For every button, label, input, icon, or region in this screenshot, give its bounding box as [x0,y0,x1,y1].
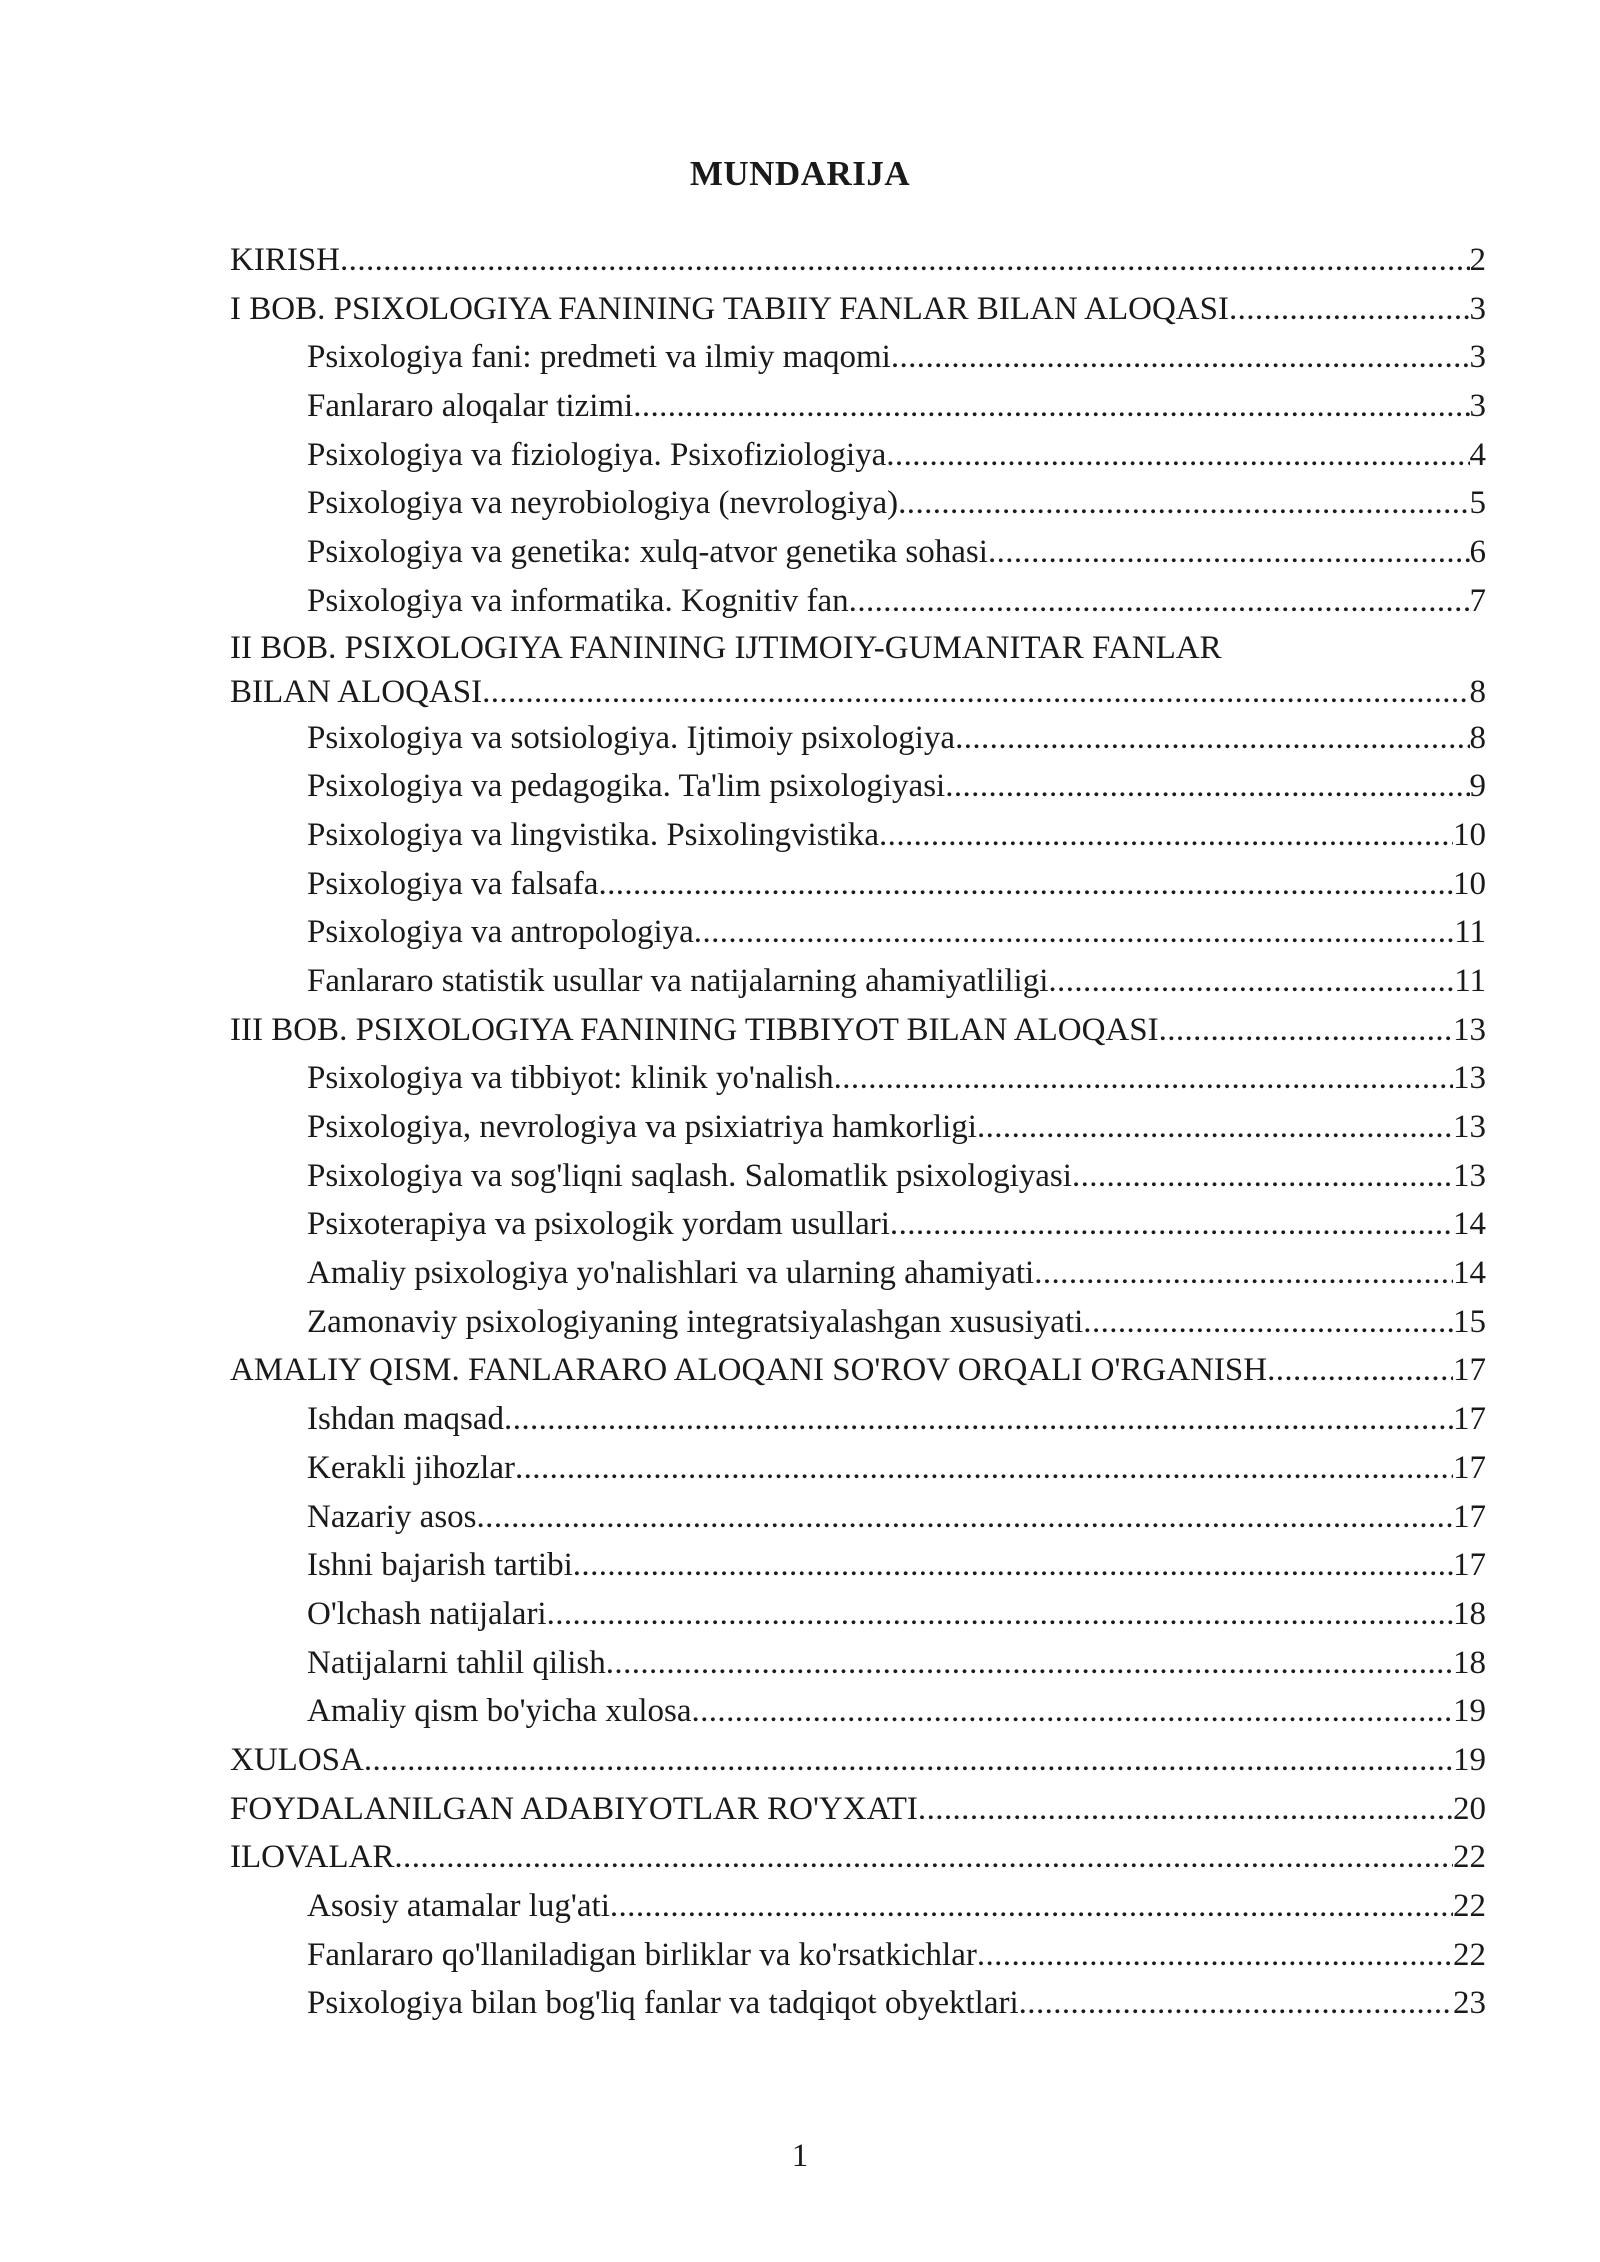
toc-entry-title: Ishni bajarish tartibi [307,1547,573,1584]
toc-subsection-entry [230,1395,1486,1444]
dot-leader [945,762,1469,811]
dot-leader [547,1590,1453,1639]
toc-subsection-entry [230,1979,1486,2028]
toc-entry-title: I BOB. PSIXOLOGIYA FANINING TABIIY FANLAR BILAN ALOQASI [230,290,1229,327]
toc-entry-title: Amaliy psixologiya yo'nalishlari va ularning ahamiyati [307,1255,1035,1292]
toc-entry-page: 13 [1453,1109,1486,1145]
dot-leader [515,1444,1453,1493]
dot-leader [977,1931,1453,1980]
toc-entry-page: 3 [1469,388,1486,425]
toc-entry-title: Asosiy atamalar lug'ati [307,1888,610,1924]
toc-entry-page: 18 [1453,1595,1486,1632]
toc-entry-page: 14 [1453,1206,1486,1243]
dot-leader [834,1054,1453,1103]
dot-leader [1159,1006,1453,1055]
toc-entry-title: Fanlararo qo'llaniladigan birliklar va ko'rsatkichlar [307,1936,977,1973]
dot-leader [1048,957,1454,1006]
toc-entry-page: 18 [1453,1644,1486,1681]
toc-subsection-entry [230,333,1486,382]
dot-leader [977,1103,1453,1152]
dot-leader [988,528,1470,577]
toc-entry-title: Psixologiya bilan bog'liq fanlar va tadqiqot obyektlari [307,1985,1019,2022]
dot-leader [1034,1249,1453,1298]
dot-leader [633,382,1469,431]
dot-leader [340,236,1469,285]
toc-subsection-entry [230,714,1486,763]
toc-entry-page: 22 [1453,1936,1486,1973]
toc-entry-page: 23 [1453,1985,1486,2022]
toc-entry-page: 10 [1453,865,1486,902]
toc-title: MUNDARIJA [689,154,911,193]
toc-subsection-entry [230,1054,1486,1103]
toc-subsection-entry [230,431,1486,480]
toc-subsection-entry [230,762,1486,811]
toc-entry-page: 3 [1469,339,1486,376]
toc-section-entry [230,1736,1486,1785]
dot-leader [955,714,1469,763]
toc-section-entry [230,626,1486,714]
toc-entry-page: 15 [1453,1303,1486,1340]
toc-entry-title: Ishdan maqsad [307,1401,505,1438]
toc-subsection-entry [230,908,1486,957]
toc-subsection-entry [230,1590,1486,1639]
toc-entry-title: XULOSA [230,1741,364,1778]
toc-subsection-entry [230,1103,1486,1152]
toc-entry-title: O'lchash natijalari [307,1595,547,1632]
toc-entry-title: Psixologiya va lingvistika. Psixolingvistika [307,816,880,853]
dot-leader [691,1687,1453,1736]
toc-subsection-entry [230,1493,1486,1542]
toc-section-entry [230,1006,1486,1055]
toc-entry-page: 17 [1453,1547,1486,1584]
dot-leader [849,577,1470,626]
toc-entry-title: AMALIY QISM. FANLARARO ALOQANI SO'ROV ORQALI O'RGANISH [230,1352,1268,1389]
toc-entry-page: 3 [1469,290,1486,327]
toc-section-entry [230,236,1486,285]
dot-leader [886,431,1469,480]
toc-entry-page: 19 [1453,1741,1486,1778]
toc-subsection-entry [230,528,1486,577]
toc-section-entry [230,1785,1486,1834]
dot-leader [606,1639,1453,1688]
dot-leader [364,1736,1453,1785]
dot-leader [482,670,1469,714]
toc-entry-title: ILOVALAR [230,1839,395,1876]
dot-leader [879,811,1453,860]
toc-entry-page: 5 [1469,485,1486,522]
toc-section-entry [230,1833,1486,1882]
toc-subsection-entry [230,1249,1486,1298]
toc-entry-title: Fanlararo aloqalar tizimi [307,388,634,425]
toc-section-entry [230,1346,1486,1395]
toc-entry-title: Amaliy qism bo'yicha xulosa [307,1693,692,1730]
toc-subsection-entry [230,1200,1486,1249]
dot-leader [1019,1979,1453,2028]
toc-entry-title: Zamonaviy psixologiyaning integratsiyalashgan xususiyati [307,1303,1084,1340]
dot-leader [890,1200,1453,1249]
dot-leader [694,908,1454,957]
dot-leader [891,333,1470,382]
dot-leader [1229,285,1470,334]
toc-entry-title: Psixologiya fani: predmeti va ilmiy maqomi [307,339,891,376]
toc-subsection-entry [230,1687,1486,1736]
toc-entry-title: III BOB. PSIXOLOGIYA FANINING TIBBIYOT BILAN ALOQASI [230,1011,1159,1048]
toc-entry-title: Nazariy asos [307,1498,477,1535]
toc-subsection-entry [230,1931,1486,1980]
toc-entry-title: FOYDALANILGAN ADABIYOTLAR RO'YXATI [230,1790,918,1827]
toc-subsection-entry [230,1298,1486,1347]
toc-entry-title: Psixologiya va fiziologiya. Psixofiziologiya [307,436,887,473]
toc-entry-page: 13 [1453,1060,1486,1097]
toc-entry-title: II BOB. PSIXOLOGIYA FANINING IJTIMOIY-GUMANITAR FANLAR [230,629,1222,666]
dot-leader [918,1785,1453,1834]
page-number: 1 [791,2138,809,2174]
toc-entry-page: 19 [1453,1693,1486,1730]
toc-entry-page: 17 [1453,1352,1486,1389]
toc-entry-title: Psixologiya va sotsiologiya. Ijtimoiy psixologiya [307,719,956,756]
toc-entry-page: 22 [1453,1839,1486,1876]
toc-subsection-entry [230,1444,1486,1493]
table-of-contents [230,236,1486,2028]
dot-leader [610,1882,1453,1931]
toc-subsection-entry [230,382,1486,431]
toc-entry-page: 2 [1469,242,1486,278]
toc-entry-page: 22 [1453,1888,1486,1924]
toc-subsection-entry [230,1152,1486,1201]
toc-entry-title: Psixologiya va informatika. Kognitiv fan [307,582,849,619]
toc-entry-title: Psixologiya va tibbiyot: klinik yo'nalish [307,1060,834,1097]
dot-leader [598,860,1453,909]
toc-entry-title: Psixologiya va falsafa [307,865,599,902]
dot-leader [394,1833,1453,1882]
dot-leader [573,1541,1453,1590]
toc-entry-title: Psixologiya, nevrologiya va psixiatriya hamkorligi [307,1109,977,1145]
toc-entry-page: 11 [1454,914,1486,951]
toc-subsection-entry [230,479,1486,528]
toc-entry-title-continued: BILAN ALOQASI [230,673,483,710]
toc-entry-page: 7 [1469,582,1486,619]
toc-entry-title: Psixologiya va genetika: xulq-atvor genetika sohasi [307,534,988,571]
toc-entry-title: KIRISH [230,242,341,278]
toc-subsection-entry [230,811,1486,860]
dot-leader [1267,1346,1453,1395]
toc-subsection-entry [230,577,1486,626]
toc-entry-page: 10 [1453,816,1486,853]
toc-entry-page: 11 [1454,962,1486,999]
dot-leader [1083,1298,1453,1347]
toc-subsection-entry [230,957,1486,1006]
toc-entry-page: 14 [1453,1255,1486,1292]
toc-subsection-entry [230,1541,1486,1590]
toc-entry-page: 20 [1453,1790,1486,1827]
toc-entry-page: 13 [1453,1157,1486,1194]
toc-entry-page: 17 [1453,1498,1486,1535]
toc-entry-title: Psixologiya va neyrobiologiya (nevrologiya) [307,485,899,522]
toc-entry-page: 17 [1453,1449,1486,1486]
toc-subsection-entry [230,1639,1486,1688]
toc-subsection-entry [230,860,1486,909]
toc-entry-title: Psixoterapiya va psixologik yordam usullari [307,1206,890,1243]
toc-entry-page: 9 [1469,768,1486,805]
toc-section-entry [230,285,1486,334]
toc-entry-title: Fanlararo statistik usullar va natijalarning ahamiyatliligi [307,962,1049,999]
dot-leader [504,1395,1453,1444]
dot-leader [1072,1152,1453,1201]
toc-entry-title: Psixologiya va pedagogika. Ta'lim psixologiyasi [307,768,946,805]
toc-entry-title: Natijalarni tahlil qilish [307,1644,606,1681]
toc-entry-page: 13 [1453,1011,1486,1048]
toc-entry-title: Psixologiya va antropologiya [307,914,694,951]
toc-entry-page: 8 [1469,673,1486,710]
toc-entry-page: 17 [1453,1401,1486,1438]
toc-subsection-entry [230,1882,1486,1931]
toc-entry-page: 6 [1469,534,1486,571]
dot-leader [898,479,1469,528]
toc-entry-title: Psixologiya va sog'liqni saqlash. Salomatlik psixologiyasi [307,1157,1072,1194]
toc-entry-page: 4 [1469,436,1486,473]
toc-entry-title: Kerakli jihozlar [307,1449,515,1486]
dot-leader [477,1493,1453,1542]
toc-entry-page: 8 [1469,719,1486,756]
